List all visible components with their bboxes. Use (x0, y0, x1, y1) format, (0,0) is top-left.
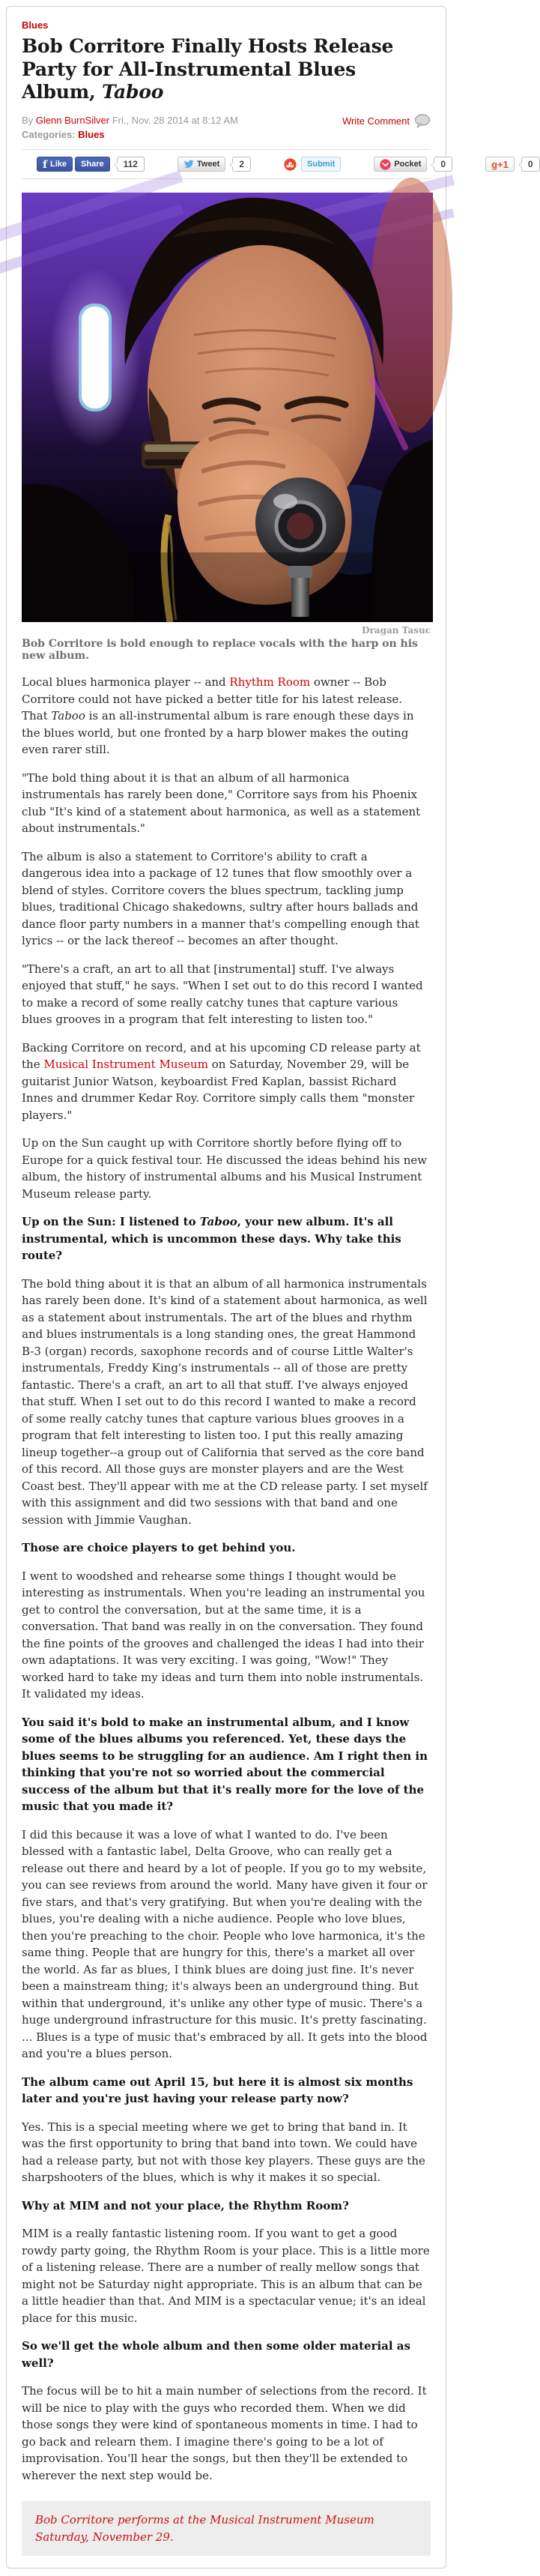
article-photo[interactable] (22, 193, 433, 622)
facebook-like-label: Like (50, 160, 67, 169)
article-paragraph: I did this because it was a love of what I wanted to do. I've been blessed with a fantastic label, Delta Groove, who can really get a release out there and heard by a lot of people. If you go to my website, you can see reviews from around the world. Many have given it four or five stars, and that's very gratifying. But when you're dealing with the blues, you're dealing with a niche audience. People who love blues, then you're preaching to the choir. People who love harmonica, it's the same thing. People that are hungry for this, there's a market all over the world. As far as blues, I think blues are doing just fine. It's never been a mainstream thing; it's always been an underground thing. But within that underground, it's unlike any other type of music. There's a huge underground infrastructure for this music. It's pretty fascinating. ... Blues is a type of music that's embraced by all. It gets into the blood and you're a blues person. (22, 1827, 428, 2060)
twitter-bird-icon (183, 159, 194, 169)
gplus-label: g+1 (491, 158, 509, 170)
tweet-button[interactable] (178, 157, 225, 172)
pocket-icon (380, 159, 391, 170)
article-paragraph: Local blues harmonica player -- and Rhythm Room owner -- Bob Corritore could not have picked a better title for his latest release. That Taboo is an all-instrumental album is rare enough these days in the blues world, but one fronted by a harp blower makes the outing even rarer still. (22, 675, 414, 756)
pocket-count: 0 (434, 157, 452, 172)
inline-link[interactable]: Musical Instrument Museum (43, 1058, 208, 1071)
facebook-share-group (37, 157, 145, 172)
article-header (7, 7, 533, 179)
tweet-count: 2 (232, 157, 251, 172)
twitter-share-group (178, 157, 251, 172)
pocket-share-group (374, 157, 452, 172)
tweet-label: Tweet (196, 160, 220, 169)
interview-question: Why at MIM and not your place, the Rhythm Room? (22, 2198, 349, 2212)
facebook-share-button[interactable] (75, 157, 110, 172)
comment-bubble-icon (414, 114, 431, 128)
italic-text: Taboo (199, 1215, 237, 1228)
page-title-text: Bob Corritore Finally Hosts Release Party for All-Instrumental Blues Album, (22, 35, 394, 103)
page-title-italic: Taboo (102, 81, 164, 103)
article-paragraph: Backing Corritore on record, and at his upcoming CD release party at the Musical Instrument Museum on Saturday, November 29, will be guitarist Junior Watson, keyboardist Fred Kaplan, bassist Richard Innes and drummer Kedar Roy. Corritore simply calls them "monster players." (22, 1040, 421, 1122)
interview-question: Those are choice players to get behind you. (22, 1541, 296, 1554)
meta-row (22, 113, 431, 141)
gplus-share-group (485, 157, 539, 172)
interview-question: Up on the Sun: I listened to Taboo, your new album. It's all instrumental, which is uncommon these days. Why take this route? (22, 1215, 401, 1262)
gplus-button[interactable] (485, 157, 515, 172)
facebook-share-label: Share (81, 160, 104, 169)
categories-blues-link[interactable]: Blues (78, 129, 105, 140)
categories-label: Categories: (22, 129, 79, 140)
inline-link[interactable]: Rhythm Room (229, 675, 311, 689)
facebook-like-button[interactable] (37, 157, 73, 172)
photo-caption: Bob Corritore is bold enough to replace vocals with the harp on his new album. (22, 638, 418, 662)
article-paragraph: "There's a craft, an art to all that [instrumental] stuff. I've always enjoyed that stuff," he says. "When I set out to do this record I wanted to make a record of some really catchy tunes that capture various blues grooves in a program that felt interesting to listen too." (22, 962, 423, 1026)
interview-question: So we'll get the whole album and then some older material as well? (22, 2339, 410, 2370)
article-paragraph: Up on the Sun caught up with Corritore shortly before flying off to Europe for a quick festival tour. He discussed the ideas behind his new album, the history of instrumental albums and his Musical Instrument Museum release party. (22, 1136, 428, 1201)
gplus-count: 0 (521, 157, 540, 172)
article-paragraph: The bold thing about it is that an album of all harmonica instrumentals has rarely been done. It's kind of a statement about harmonica, as well as a statement about instrumentals. The art of the blues and rhythm and blues instrumentals is a long standing ones, the great Hammond B-3 (organ) records, saxophone records and of course Little Walter's instrumentals, Freddy King's instrumentals -- all of those are pretty fantastic. There's a craft, an art to all that stuff. I've always enjoyed that stuff. When I set out to do this record I wanted to make a record of some really catchy tunes that capture various blues grooves in a program that felt interesting to listen too. I put this really amazing lineup together--a group out of California that served as the core band of this record. All those guys are monster players and are the West Coast best. They'll appear with me at the CD release party. I set myself with this assignment and did two sessions with that band and one session with Jimmie Vaughan. (22, 1276, 428, 1527)
categories-line (22, 129, 238, 140)
interview-question: The album came out April 15, but here it is almost six months later and you're just having your release party now? (22, 2075, 413, 2105)
facebook-share-count: 112 (117, 157, 145, 172)
event-note: Bob Corritore performs at the Musical Instrument Museum Saturday, November 29. (22, 2501, 431, 2556)
page-title (22, 35, 431, 104)
pocket-button[interactable] (374, 157, 427, 172)
facebook-icon: f (43, 159, 48, 171)
byline-by: By (22, 114, 36, 126)
share-bar (22, 149, 533, 179)
write-comment-label: Write Comment (342, 115, 410, 127)
article-paragraph: MIM is a really fantastic listening room. If you want to get a good rowdy party going, the Rhythm Room is your place. This is a little more of a listening release. There are a number of really mellow songs that might not be Saturday night appropriate. This is an album that can be a little headier than that. And MIM is a spectacular venue; it's an ideal place for this music. (22, 2227, 430, 2325)
photo-credit: Dragan Tasuc (362, 625, 431, 636)
interview-question: You said it's bold to make an instrumental album, and I know some of the blues albums you referenced. Yet, these days the blues seems to be struggling for an audience. Am I right then in thinking that you're not so worried about the commercial success of the album but that it's really more for the love of the music that you made it? (22, 1715, 428, 1813)
article-paragraph: I went to woodshed and rehearse some things I thought would be interesting as instrumentals. When you're leading an instrumental you get to control the conversation, but at the same time, it is a conversation. That band was really in on the conversation. They found the fine points of the grooves and challenged the ideas I had into their own adaptations. It was very exciting. I was going, "Wow!" They worked hard to take my ideas and turn them into noble instrumentals. It validated my ideas. (22, 1569, 425, 1701)
photo-section (7, 179, 446, 662)
byline-date: Fri., Nov. 28 2014 at 8:12 AM (109, 114, 238, 126)
article-body (7, 662, 446, 2498)
article-card (6, 6, 533, 2569)
submit-button[interactable] (301, 157, 341, 172)
submit-label: Submit (307, 160, 336, 169)
stumbleupon-icon (284, 158, 297, 171)
write-comment-link[interactable] (342, 114, 431, 128)
byline (22, 113, 238, 128)
category-link[interactable]: Blues (22, 19, 49, 31)
italic-text: Taboo (51, 709, 85, 723)
stumbleupon-share-group (284, 157, 341, 172)
article-paragraph: Yes. This is a special meeting where we get to bring that band in. It was the first opportunity to bring that band into town. We could have had a release party, but not with those key players. These guys are the sharpshooters of the blues, which is why it makes it so special. (22, 2120, 425, 2184)
author-link[interactable]: Glenn BurnSilver (35, 114, 110, 126)
article-paragraph: "The bold thing about it is that an album of all harmonica instrumentals has rarely been done," Corritore says from his Phoenix club "It's kind of a statement about harmonica, as well as a statement about instrumentals." (22, 770, 421, 835)
byline-block (22, 113, 238, 141)
pocket-label: Pocket (394, 160, 422, 169)
article-paragraph: The album is also a statement to Corritore's ability to craft a dangerous idea into a package of 12 tunes that flow smoothly over a blend of styles. Corritore covers the blues spectrum, tackling jump blues, traditional Chicago shakedowns, sultry after hours ballads and dance floor party numbers in a manner that's compelling enough that lyrics -- or the lack thereof -- becomes an after thought. (22, 849, 419, 947)
article-paragraph: The focus will be to hit a main number of selections from the record. It will be nice to play with the guys who recorded them. When we did those songs they were kind of spontaneous moments in time. I had to go back and relearn them. I imagine there's going to be a lot of improvisation. You'll hear the songs, but then they'll be extended to wherever the next step would be. (22, 2384, 427, 2482)
